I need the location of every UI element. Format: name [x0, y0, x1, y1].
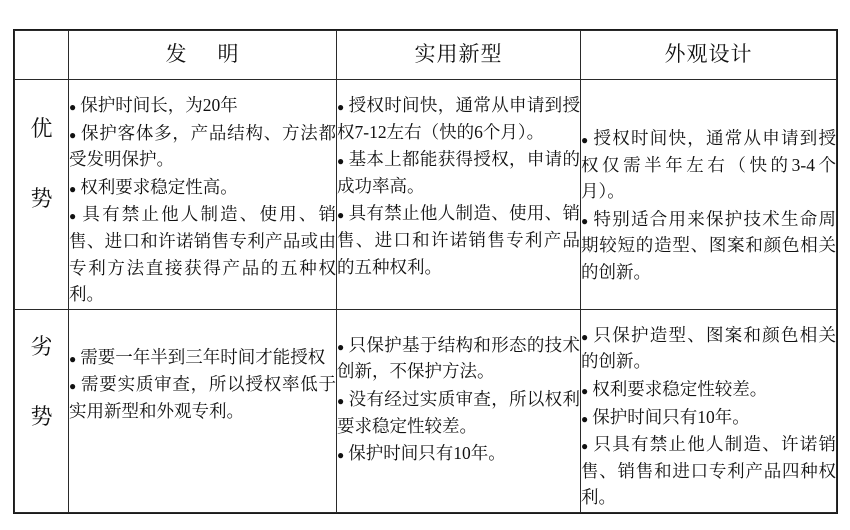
list-item-text: 授权时间快，通常从申请到授权仅需半年左右（快的3-4个月）。	[581, 128, 836, 202]
cell-disadvantages-utility	[337, 309, 581, 512]
bullet-list-advantages-utility	[337, 92, 580, 280]
header-cell-invention	[69, 31, 337, 80]
list-item	[69, 174, 336, 201]
table-row-advantages	[15, 80, 837, 310]
list-item-text: 需要实质审查，所以授权率低于实用新型和外观专利。	[69, 374, 337, 421]
cell-advantages-invention	[69, 80, 337, 310]
list-item	[581, 431, 836, 511]
list-item-text: 基本上都能获得授权，申请的成功率高。	[337, 149, 581, 196]
list-item-text: 没有经过实质审查，所以权利要求稳定性较差。	[337, 388, 581, 436]
bullet-list-disadvantages-utility	[337, 332, 580, 467]
list-item-text: 特别适合用来保护技术生命周期较短的造型、图案和颜色相关的创新。	[581, 208, 836, 282]
list-item-text: 授权时间快，通常从申请到授权7-12左右（快的6个月）。	[337, 95, 581, 142]
header-cell-utility	[337, 31, 581, 80]
column-header-invention	[69, 42, 336, 67]
list-item	[69, 92, 336, 119]
list-item-text: 只保护造型、图案和颜色相关的创新。	[581, 324, 836, 372]
table-row-disadvantages	[15, 309, 837, 512]
column-header-invention-char1: 发	[165, 42, 188, 67]
list-item-text: 只具有禁止他人制造、许诺销售、销售和进口专利产品四种权利。	[581, 434, 836, 508]
cell-disadvantages-design	[581, 309, 837, 512]
list-item-text: 权利要求稳定性高。	[80, 176, 238, 197]
list-item-text: 保护时间只有10年。	[592, 406, 750, 427]
list-item	[337, 386, 580, 439]
list-item	[581, 206, 836, 286]
list-item-text: 权利要求稳定性较差。	[592, 378, 768, 399]
column-header-design: 外观设计	[664, 42, 753, 67]
list-item	[337, 146, 580, 199]
list-item-text: 保护时间长，为20年	[80, 95, 238, 115]
list-item	[69, 120, 336, 173]
list-item	[337, 440, 580, 467]
list-item	[69, 201, 336, 307]
row-label-disadvantages	[15, 309, 69, 512]
list-item	[337, 332, 580, 385]
column-header-utility: 实用新型	[414, 42, 503, 67]
header-cell-design	[581, 31, 837, 80]
row-label-disadvantages-char1: 劣	[30, 333, 53, 359]
list-item-text: 具有禁止他人制造、使用、销售、进口和许诺销售专利产品或由专利方法直接获得产品的五种权利。	[69, 204, 336, 305]
bullet-list-disadvantages-design	[581, 322, 836, 511]
list-item-text: 需要一年半到三年时间才能授权	[80, 346, 326, 367]
list-item	[69, 371, 336, 424]
row-label-advantages	[15, 80, 69, 310]
list-item	[581, 404, 836, 431]
list-item-text: 具有禁止他人制造、使用、销售、进口和许诺销售专利产品的五种权利。	[337, 203, 581, 277]
list-item	[337, 200, 580, 280]
list-item-text: 保护时间只有10年。	[348, 443, 506, 464]
list-item	[581, 376, 836, 403]
list-item	[581, 125, 836, 205]
list-item-text: 只保护基于结构和形态的技术创新，不保护方法。	[337, 334, 581, 382]
column-header-invention-char2: 明	[217, 42, 240, 67]
list-item-text: 保护客体多，产品结构、方法都受发明保护。	[69, 122, 337, 170]
bullet-list-advantages-invention	[69, 92, 336, 308]
list-item	[69, 344, 336, 371]
patent-comparison-table	[14, 30, 837, 513]
cell-disadvantages-invention	[69, 309, 337, 512]
table-header-row	[15, 31, 837, 80]
bullet-list-advantages-design	[581, 125, 836, 286]
row-label-disadvantages-char2: 势	[30, 403, 53, 429]
row-label-advantages-char2: 势	[30, 186, 53, 211]
cell-advantages-design	[581, 80, 837, 310]
bullet-list-disadvantages-invention	[69, 344, 336, 425]
row-label-advantages-char1: 优	[30, 116, 53, 141]
list-item	[581, 322, 836, 375]
header-corner-cell	[15, 31, 69, 80]
cell-advantages-utility	[337, 80, 581, 310]
list-item	[337, 92, 580, 145]
